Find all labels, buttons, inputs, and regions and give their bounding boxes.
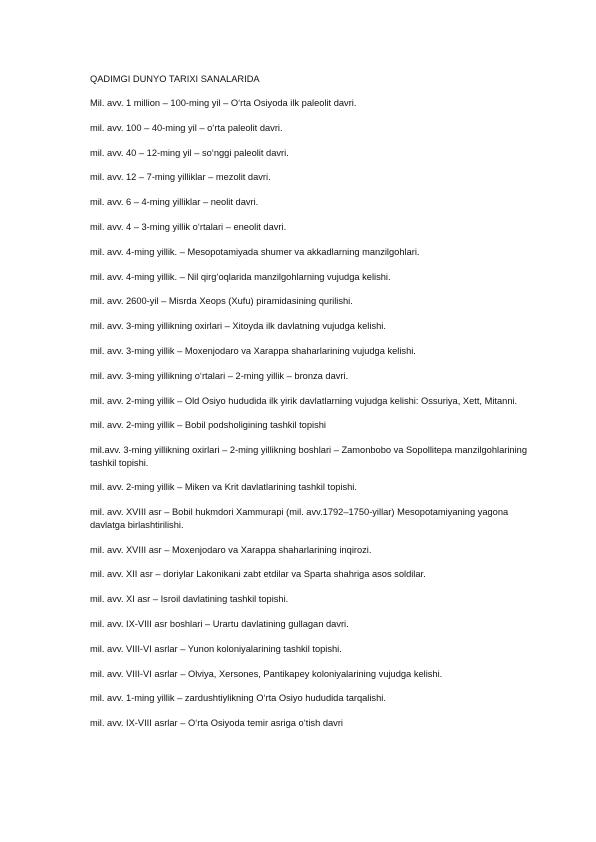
- timeline-entry: mil. avv. 4-ming yillik. – Mesopotamiyada shumer va akkadlarning manzilgohlari.: [90, 246, 420, 257]
- timeline-entry: mil. avv. IX-VIII asrlar – O‘rta Osiyoda temir asriga o‘tish davri: [90, 718, 343, 729]
- timeline-entry: mil. avv. 4-ming yillik. – Nil qirg‘oqlarida manzilgohlarning vujudga kelishi.: [90, 271, 391, 282]
- timeline-entry: mil. avv. XI asr – Isroil davlatining tashkil topishi.: [90, 594, 289, 605]
- timeline-entry: mil. avv. 3-ming yillikning o‘rtalari – 2-ming yillik – bronza davri.: [90, 370, 349, 381]
- timeline-entry: mil. avv. 100 – 40-ming yil – o‘rta paleolit davri.: [90, 122, 283, 133]
- timeline-entry: mil. avv. 2-ming yillik – Old Osiyo hududida ilk yirik davlatlarning vujudga kelishi: Ossuriya, Xett, Mitanni.: [90, 395, 518, 406]
- timeline-entry: mil. avv. 3-ming yillik – Moxenjodaro va Xarappa shaharlarining vujudga kelishi.: [90, 345, 416, 356]
- timeline-entry: mil. avv. 1-ming yillik – zardushtiylikning O‘rta Osiyo hududida tarqalishi.: [90, 693, 386, 704]
- timeline-entry: mil. avv. 2600-yil – Misrda Xeops (Xufu) piramidasining qurilishi.: [90, 296, 353, 307]
- timeline-entry: mil. avv. XII asr – doriylar Lakonikani zabt etdilar va Sparta shahriga asos soldilar.: [90, 569, 426, 580]
- timeline-entry: mil. avv. 4 – 3-ming yillik o‘rtalari – eneolit davri.: [90, 221, 287, 232]
- timeline-entry: mil. avv. IX-VIII asr boshlari – Urartu davlatining gullagan davri.: [90, 618, 349, 629]
- timeline-entry: mil. avv. 12 – 7-ming yilliklar – mezolit davri.: [90, 172, 271, 183]
- timeline-entry: mil.avv. 3-ming yillikning oxirlari – 2-ming yillikning boshlari – Zamonbobo va Sopollitepa manzilgohlarining tashkil topishi.: [90, 445, 527, 468]
- timeline-entry: mil. avv. VIII-VI asrlar – Yunon koloniyalarining tashkil topishi.: [90, 643, 342, 654]
- timeline-entry: Mil. avv. 1 million – 100-ming yil – O‘rta Osiyoda ilk paleolit davri.: [90, 98, 357, 108]
- timeline-entry: mil. avv. 40 – 12-ming yil – so‘nggi paleolit davri.: [90, 147, 289, 158]
- timeline-entry: mil. avv. XVIII asr – Bobil hukmdori Xammurapi (mil. avv.1792–1750-yillar) Mesopotamiyaning yagona davlatga birlashtirilishi.: [90, 507, 509, 530]
- timeline-entry: mil. avv. 3-ming yillikning oxirlari – Xitoyda ilk davlatning vujudga kelishi.: [90, 321, 386, 332]
- timeline-entry: mil. avv. 6 – 4-ming yilliklar – neolit davri.: [90, 197, 259, 208]
- timeline-entry: mil. avv. XVIII asr – Moxenjodaro va Xarappa shaharlarining inqirozi.: [90, 544, 372, 555]
- timeline-entry: mil. avv. 2-ming yillik – Bobil podsholigining tashkil topishi: [90, 420, 326, 431]
- document-title: QADIMGI DUNYO TARIXI SANALARIDA: [90, 74, 260, 84]
- timeline-list: [90, 97, 536, 730]
- timeline-entry: mil. avv. 2-ming yillik – Miken va Krit davlatlarining tashkil topishi.: [90, 482, 357, 493]
- timeline-entry: mil. avv. VIII-VI asrlar – Olviya, Xersones, Pantikapey koloniyalarining vujudga kelishi.: [90, 668, 443, 679]
